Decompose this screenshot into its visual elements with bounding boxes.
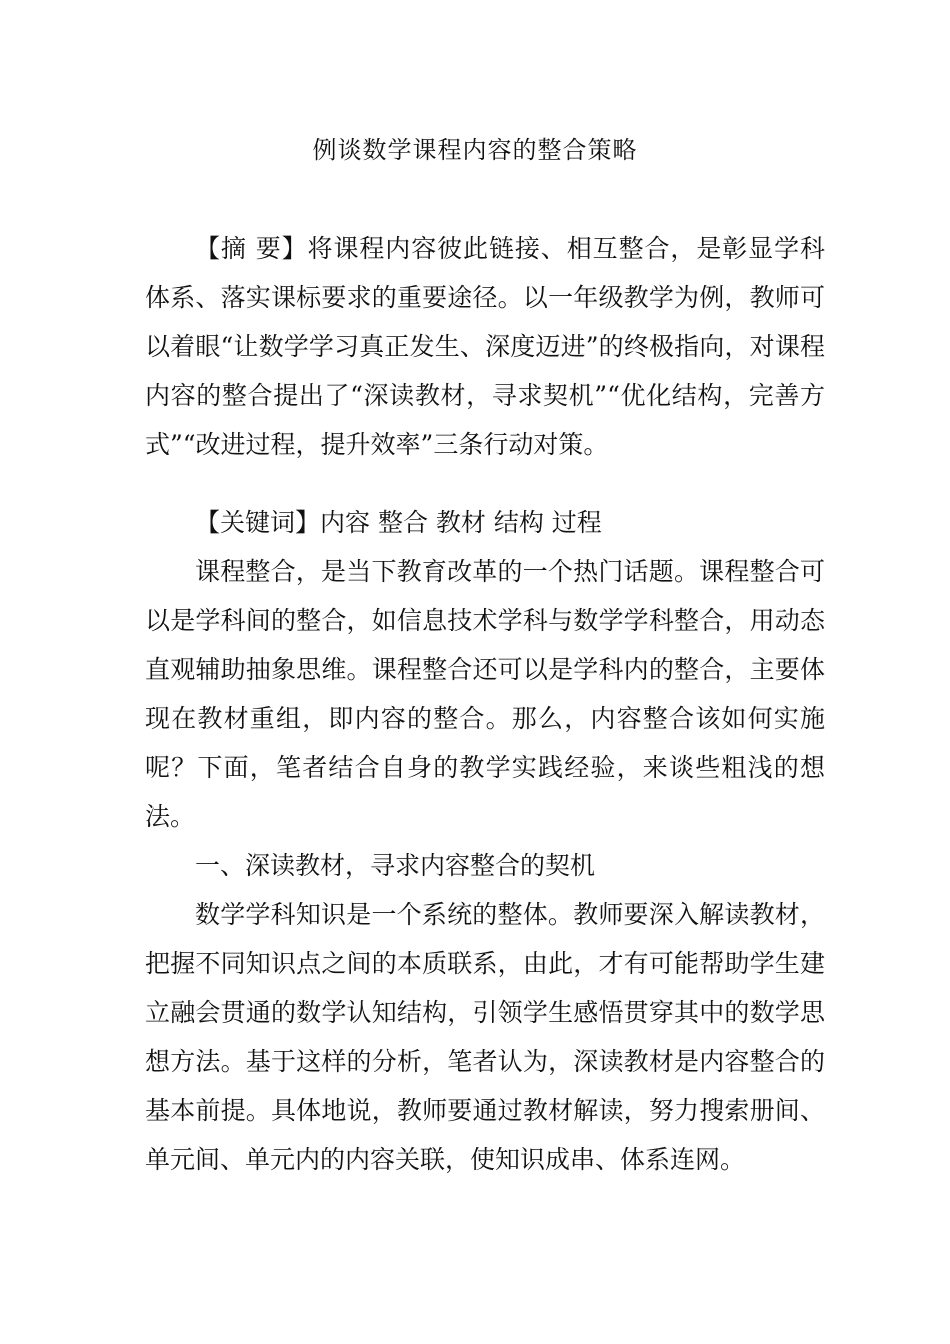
section-heading: 一、深读教材，寻求内容整合的契机 — [195, 851, 596, 880]
body-text — [145, 547, 825, 1184]
keywords-line: 【关键词】内容 整合 教材 结构 过程 — [195, 508, 602, 537]
document-title: 例谈数学课程内容的整合策略 — [312, 136, 638, 164]
keywords-section — [145, 498, 825, 547]
section-paragraph: 数学学科知识是一个系统的整体。教师要深入解读教材，把握不同知识点之间的本质联系，由此，才有可能帮助学生建立融会贯通的数学认知结构，引领学生感悟贯穿其中的数学思想方法。基于这样的分析，笔者认为，深读教材是内容整合的基本前提。具体地说，教师要通过教材解读，努力搜索册间、单元间、单元内的内容关联，使知识成串、体系连网。 — [145, 900, 825, 1174]
abstract-section — [145, 224, 825, 469]
abstract-paragraph: 【摘 要】将课程内容彼此链接、相互整合，是彰显学科体系、落实课标要求的重要途径。以一年级教学为例，教师可以着眼“让数学学习真正发生、深度迈进”的终极指向，对课程内容的整合提出了“深读教材，寻求契机”“优化结构，完善方式”“改进过程，提升效率”三条行动对策。 — [145, 234, 825, 459]
intro-paragraph: 课程整合，是当下教育改革的一个热门话题。课程整合可以是学科间的整合，如信息技术学科与数学学科整合，用动态直观辅助抽象思维。课程整合还可以是学科内的整合，主要体现在教材重组，即内容的整合。那么，内容整合该如何实施呢？下面，笔者结合自身的教学实践经验，来谈些粗浅的想法。 — [145, 557, 825, 831]
